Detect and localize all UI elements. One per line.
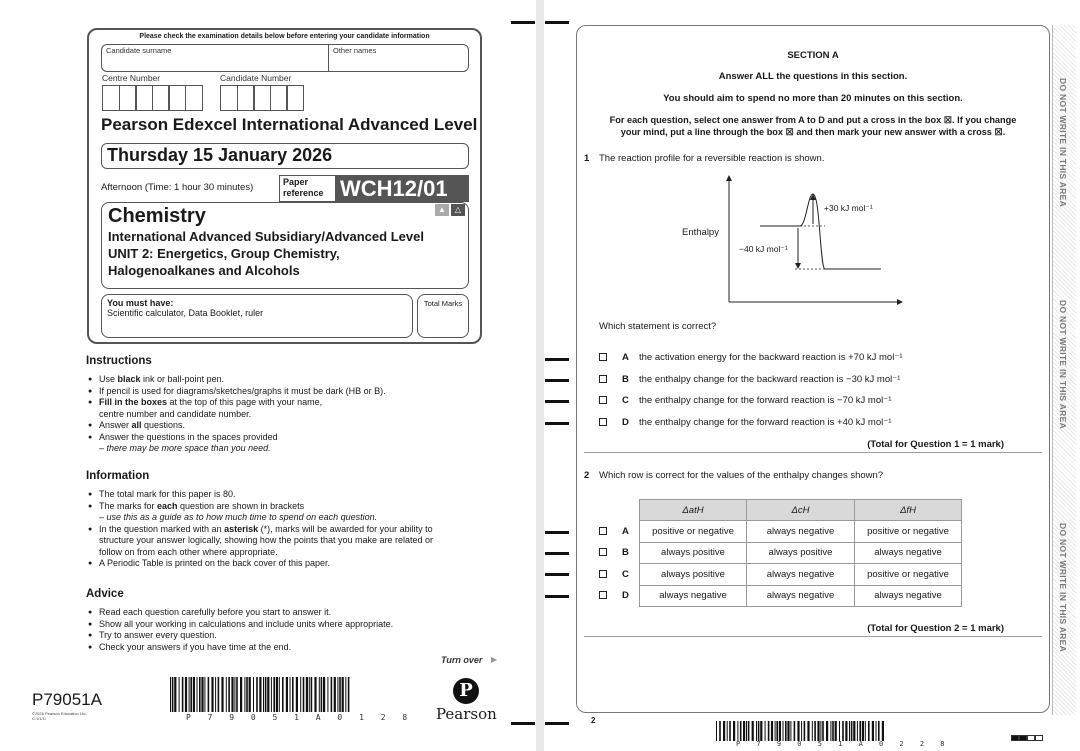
barcode-bar bbox=[876, 721, 877, 741]
unit-line-2: Halogenoalkanes and Alcohols bbox=[108, 263, 300, 278]
barcode-bar bbox=[253, 677, 254, 712]
do-not-write-label: DO NOT WRITE IN THIS AREA bbox=[1058, 78, 1068, 208]
barcode-bar bbox=[311, 677, 313, 712]
barcode-bar bbox=[830, 721, 831, 741]
barcode-bar bbox=[760, 721, 762, 741]
pearson-logo-word: Pearson bbox=[436, 705, 497, 723]
barcode-bar bbox=[179, 677, 180, 712]
barcode-bar bbox=[758, 721, 760, 741]
advice-item: ● Show all your working in calculations and include units where appropriate. bbox=[88, 619, 488, 631]
centre-number-label: Centre Number bbox=[102, 73, 161, 83]
barcode-bar bbox=[814, 721, 816, 741]
diagram-minus-label: −40 kJ mol⁻¹ bbox=[739, 244, 788, 254]
margin-dash bbox=[511, 722, 535, 725]
barcode-bar bbox=[719, 721, 721, 741]
barcode bbox=[716, 721, 888, 741]
barcode-bar bbox=[226, 677, 227, 712]
diagram-y-label: Enthalpy bbox=[682, 227, 719, 238]
barcode-bar bbox=[835, 721, 837, 741]
barcode-bar bbox=[723, 721, 725, 741]
barcode-bar bbox=[228, 677, 230, 712]
barcode-bar bbox=[743, 721, 745, 741]
barcode-bar bbox=[790, 721, 791, 741]
instructions-list bbox=[88, 374, 488, 455]
barcode-bar bbox=[826, 721, 828, 741]
barcode-bar bbox=[273, 677, 275, 712]
barcode bbox=[170, 677, 350, 712]
page-marker-blocks bbox=[1011, 735, 1043, 741]
margin-dash bbox=[511, 21, 535, 24]
margin-dash bbox=[545, 422, 569, 425]
header-atomisation: ΔatH bbox=[640, 500, 747, 521]
barcode-bar bbox=[342, 677, 344, 712]
barcode-bar bbox=[199, 677, 201, 712]
information-heading: Information bbox=[86, 470, 150, 482]
do-not-write-label: DO NOT WRITE IN THIS AREA bbox=[1058, 523, 1068, 653]
exam-board-title: Pearson Edexcel International Advanced Level bbox=[101, 115, 478, 134]
barcode-bar bbox=[265, 677, 267, 712]
question-prompt: Which statement is correct? bbox=[599, 321, 717, 332]
barcode-bar bbox=[286, 677, 288, 712]
information-item: ● The marks for each question are shown in brackets bbox=[88, 501, 488, 513]
barcode-bar bbox=[190, 677, 192, 712]
barcode-bar bbox=[234, 677, 235, 712]
answer-checkbox-a[interactable] bbox=[599, 353, 607, 361]
question-total: (Total for Question 2 = 1 mark) bbox=[867, 623, 1004, 634]
barcode-bar bbox=[327, 677, 328, 712]
barcode-bar bbox=[832, 721, 834, 741]
barcode-bar bbox=[740, 721, 742, 741]
advice-item: ● Read each question carefully before you start to answer it. bbox=[88, 607, 488, 619]
paper-reference-label: Paper reference bbox=[279, 175, 336, 202]
barcode-bar bbox=[817, 721, 819, 741]
exam-time: Afternoon (Time: 1 hour 30 minutes) bbox=[101, 182, 254, 193]
barcode-bar bbox=[807, 721, 809, 741]
reaction-profile-diagram bbox=[670, 172, 910, 308]
margin-dash bbox=[545, 358, 569, 361]
margin-dash bbox=[545, 531, 569, 534]
turn-over-text: Turn over bbox=[441, 655, 483, 665]
barcode-bar bbox=[882, 721, 884, 741]
page-number: 2 bbox=[591, 716, 596, 725]
answer-checkbox-a[interactable] bbox=[599, 527, 607, 535]
option-text: the enthalpy change for the forward reaction is −70 kJ mol⁻¹ bbox=[639, 395, 892, 406]
barcode-bar bbox=[185, 677, 187, 712]
section-instruction-1: For each question, select one answer from A to D and put a cross in the box ☒. If you change bbox=[609, 115, 1017, 125]
barcode-bar bbox=[776, 721, 778, 741]
barcode-bar bbox=[812, 721, 813, 741]
barcode-bar bbox=[797, 721, 799, 741]
barcode-bar bbox=[300, 677, 301, 712]
barcode-bar bbox=[756, 721, 757, 741]
option-letter: A bbox=[622, 526, 629, 537]
answer-checkbox-b[interactable] bbox=[599, 548, 607, 556]
barcode-bar bbox=[716, 721, 717, 741]
question-divider bbox=[584, 452, 1042, 453]
barcode-bar bbox=[236, 677, 238, 712]
barcode-bar bbox=[321, 677, 323, 712]
advice-list bbox=[88, 607, 488, 653]
barcode-bar bbox=[348, 677, 350, 712]
information-list bbox=[88, 489, 488, 570]
barcode-bar bbox=[820, 721, 821, 741]
barcode-bar bbox=[748, 721, 750, 741]
barcode-bar bbox=[221, 677, 223, 712]
question-text: Which row is correct for the values of the enthalpy changes shown? bbox=[599, 470, 884, 481]
exam-date: Thursday 15 January 2026 bbox=[101, 143, 469, 169]
answer-checkbox-d[interactable] bbox=[599, 418, 607, 426]
total-marks-box: Total Marks bbox=[417, 294, 469, 338]
barcode-bar bbox=[246, 677, 248, 712]
barcode-bar bbox=[314, 677, 316, 712]
section-title: SECTION A bbox=[787, 50, 839, 61]
candidate-surname-label: Candidate surname bbox=[106, 46, 172, 55]
tier-indicators bbox=[435, 204, 465, 216]
barcode-bar bbox=[208, 677, 210, 712]
name-divider bbox=[328, 45, 329, 72]
option-text: the activation energy for the backward reaction is +70 kJ mol⁻¹ bbox=[639, 352, 903, 363]
barcode-bar bbox=[746, 721, 747, 741]
information-item: ● In the question marked with an asterisk (*), marks will be awarded for your ability to bbox=[88, 524, 488, 536]
information-item: ● A Periodic Table is printed on the back cover of this paper. bbox=[88, 558, 488, 570]
margin-dash bbox=[545, 722, 569, 725]
option-letter: D bbox=[622, 417, 629, 428]
barcode-bar bbox=[189, 677, 190, 712]
barcode-bar bbox=[267, 677, 269, 712]
barcode-bar bbox=[822, 721, 824, 741]
instruction-continuation: centre number and candidate number. bbox=[99, 408, 252, 419]
barcode-bar bbox=[215, 677, 216, 712]
barcode-bar bbox=[249, 677, 251, 712]
barcode-bar bbox=[868, 721, 870, 741]
barcode-bar bbox=[862, 721, 864, 741]
barcode-bar bbox=[282, 677, 284, 712]
must-have-box bbox=[101, 294, 413, 338]
option-text: the enthalpy change for the forward reaction is +40 kJ mol⁻¹ bbox=[639, 417, 892, 428]
turn-over-arrow-icon: ▶ bbox=[491, 655, 498, 664]
centre-number-boxes[interactable] bbox=[102, 85, 201, 111]
barcode-bar bbox=[839, 721, 840, 741]
option-text: the enthalpy change for the backward reaction is −30 kJ mol⁻¹ bbox=[639, 374, 901, 385]
option-letter: A bbox=[622, 352, 629, 363]
barcode-bar bbox=[878, 721, 880, 741]
advice-item: ● Try to answer every question. bbox=[88, 630, 488, 642]
question-divider bbox=[584, 636, 1042, 637]
barcode-bar bbox=[170, 677, 171, 712]
option-letter: C bbox=[622, 569, 629, 580]
barcode-bar bbox=[727, 721, 728, 741]
barcode-bar bbox=[345, 677, 346, 712]
header-combustion: ΔcH bbox=[747, 500, 855, 521]
paper-reference-code: WCH12/01 bbox=[336, 175, 469, 202]
triangle-filled-icon: ▲ bbox=[435, 204, 449, 216]
barcode-bar bbox=[263, 677, 264, 712]
barcode-bar bbox=[319, 677, 320, 712]
question-number: 1 bbox=[584, 153, 590, 164]
barcode-number: P 7 9 0 5 1 A 0 2 2 8 bbox=[736, 740, 951, 748]
option-letter: C bbox=[622, 395, 629, 406]
barcode-bar bbox=[765, 721, 766, 741]
barcode-bar bbox=[783, 721, 784, 741]
instruction-continuation: – there may be more space than you need. bbox=[99, 443, 271, 453]
must-have-label: You must have: bbox=[107, 298, 174, 308]
margin-dash bbox=[545, 552, 569, 555]
table-row: always positive always positive always negative bbox=[640, 542, 962, 564]
barcode-bar bbox=[306, 677, 308, 712]
table-row: positive or negative always negative positive or negative bbox=[640, 521, 962, 543]
barcode-bar bbox=[801, 721, 802, 741]
barcode-bar bbox=[231, 677, 233, 712]
question-total: (Total for Question 1 = 1 mark) bbox=[867, 439, 1004, 450]
other-names-label: Other names bbox=[333, 46, 377, 55]
do-not-write-label: DO NOT WRITE IN THIS AREA bbox=[1058, 300, 1068, 430]
barcode-bar bbox=[752, 721, 754, 741]
barcode-bar bbox=[271, 677, 272, 712]
barcode-bar bbox=[785, 721, 787, 741]
option-letter: D bbox=[622, 590, 629, 601]
subject-box bbox=[101, 202, 469, 289]
barcode-bar bbox=[201, 677, 203, 712]
barcode-bar bbox=[197, 677, 198, 712]
barcode-bar bbox=[174, 677, 176, 712]
information-continuation: follow on from each other where appropriate. bbox=[99, 546, 278, 557]
barcode-bar bbox=[211, 677, 213, 712]
barcode-bar bbox=[337, 677, 338, 712]
page-gutter bbox=[536, 0, 544, 751]
pearson-logo bbox=[436, 678, 496, 723]
section-answer-all: Answer ALL the questions in this section. bbox=[718, 71, 908, 82]
option-letter: B bbox=[622, 547, 629, 558]
barcode-bar bbox=[292, 677, 294, 712]
barcode-bar bbox=[849, 721, 850, 741]
candidate-number-label: Candidate Number bbox=[220, 73, 292, 83]
enthalpy-table bbox=[639, 499, 962, 607]
barcode-bar bbox=[256, 677, 258, 712]
subject-title: Chemistry bbox=[108, 205, 206, 227]
barcode-bar bbox=[794, 721, 796, 741]
information-continuation: structure your answer logically, showing how the points that you make are related or bbox=[99, 535, 434, 545]
barcode-bar bbox=[323, 677, 325, 712]
section-time-advice: You should aim to spend no more than 20 minutes on this section. bbox=[663, 93, 963, 104]
paper-code: P79051A bbox=[32, 690, 102, 709]
instruction-item: ● Use black ink or ball-point pen. bbox=[88, 374, 488, 386]
barcode-bar bbox=[842, 721, 844, 741]
barcode-bar bbox=[204, 677, 205, 712]
instruction-item: ● Answer the questions in the spaces provided bbox=[88, 432, 488, 444]
margin-dash bbox=[545, 379, 569, 382]
copyright: ©2026 Pearson Education Ltd. C:1/1/1/ bbox=[32, 711, 87, 721]
advice-item: ● Check your answers if you have time at the end. bbox=[88, 642, 488, 654]
diagram-plus-label: +30 kJ mol⁻¹ bbox=[824, 203, 873, 213]
barcode-bar bbox=[172, 677, 174, 712]
barcode-bar bbox=[733, 721, 735, 741]
barcode-bar bbox=[779, 721, 781, 741]
information-continuation: – use this as a guide as to how much time to spend on each question. bbox=[99, 512, 378, 522]
candidate-details-box bbox=[87, 28, 482, 344]
margin-dash bbox=[545, 21, 569, 24]
barcode-bar bbox=[279, 677, 280, 712]
barcode-bar bbox=[768, 721, 770, 741]
information-item: ● The total mark for this paper is 80. bbox=[88, 489, 488, 501]
instruction-item: ● Fill in the boxes at the top of this page with your name, bbox=[88, 397, 488, 409]
margin-dash bbox=[545, 595, 569, 598]
unit-line-1: UNIT 2: Energetics, Group Chemistry, bbox=[108, 246, 340, 261]
margin-dash bbox=[545, 573, 569, 576]
margin-dash bbox=[545, 400, 569, 403]
barcode-bar bbox=[804, 721, 806, 741]
question-text: The reaction profile for a reversible reaction is shown. bbox=[599, 153, 825, 164]
barcode-bar bbox=[193, 677, 195, 712]
candidate-number-boxes[interactable] bbox=[220, 85, 303, 111]
instruction-item: ● If pencil is used for diagrams/sketches/graphs it must be dark (HB or B). bbox=[88, 386, 488, 398]
option-letter: B bbox=[622, 374, 629, 385]
barcode-bar bbox=[303, 677, 305, 712]
barcode-bar bbox=[290, 677, 291, 712]
barcode-bar bbox=[276, 677, 278, 712]
answer-checkbox-d[interactable] bbox=[599, 591, 607, 599]
must-have-items: Scientific calculator, Data Booklet, ruler bbox=[107, 308, 264, 318]
barcode-bar bbox=[240, 677, 242, 712]
candidate-name-box[interactable] bbox=[101, 44, 469, 72]
barcode-bar bbox=[771, 721, 773, 741]
answer-checkbox-c[interactable] bbox=[599, 570, 607, 578]
barcode-bar bbox=[851, 721, 853, 741]
pearson-logo-mark: P bbox=[453, 678, 479, 704]
barcode-bar bbox=[737, 721, 738, 741]
barcode-bar bbox=[339, 677, 341, 712]
barcode-bar bbox=[787, 721, 789, 741]
barcode-bar bbox=[857, 721, 858, 741]
table-row: always negative always negative always negative bbox=[640, 585, 962, 607]
section-instruction-2: your mind, put a line through the box ☒ and then mark your new answer with a cross ☒. bbox=[620, 127, 1006, 137]
answer-checkbox-b[interactable] bbox=[599, 375, 607, 383]
barcode-bar bbox=[309, 677, 310, 712]
barcode-bar bbox=[218, 677, 220, 712]
instructions-heading: Instructions bbox=[86, 355, 152, 367]
answer-checkbox-c[interactable] bbox=[599, 396, 607, 404]
barcode-bar bbox=[872, 721, 874, 741]
barcode-bar bbox=[853, 721, 855, 741]
barcode-bar bbox=[331, 677, 333, 712]
barcode-bar bbox=[296, 677, 298, 712]
triangle-outline-icon: △ bbox=[451, 204, 465, 216]
barcode-bar bbox=[729, 721, 731, 741]
barcode-bar bbox=[775, 721, 776, 741]
barcode-bar bbox=[259, 677, 261, 712]
barcode-bar bbox=[182, 677, 184, 712]
question-number: 2 bbox=[584, 470, 590, 481]
barcode-number: P 7 9 0 5 1 A 0 1 2 8 bbox=[186, 713, 414, 722]
barcode-bar bbox=[334, 677, 336, 712]
subject-level: International Advanced Subsidiary/Advanced Level bbox=[108, 229, 424, 244]
instruction-item: ● Answer all questions. bbox=[88, 420, 488, 432]
header-formation: ΔfH bbox=[855, 500, 962, 521]
table-row: always positive always negative positive or negative bbox=[640, 564, 962, 586]
barcode-bar bbox=[244, 677, 245, 712]
advice-heading: Advice bbox=[86, 588, 124, 600]
barcode-bar bbox=[865, 721, 866, 741]
barcode-bar bbox=[859, 721, 861, 741]
header-note: Please check the examination details below before entering your candidate information bbox=[139, 33, 430, 40]
barcode-bar bbox=[845, 721, 847, 741]
